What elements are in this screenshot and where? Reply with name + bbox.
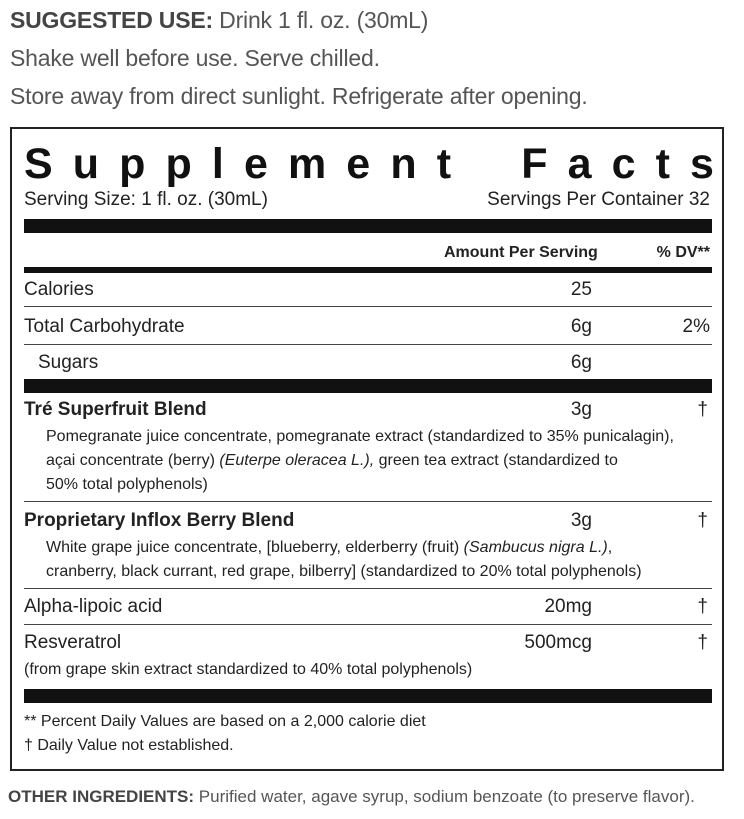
nutrient-name: Sugars <box>38 352 99 373</box>
suggested-use-text: Drink 1 fl. oz. (30mL) <box>219 7 429 33</box>
title-letter: u <box>72 140 100 188</box>
thick-divider <box>24 379 712 393</box>
blend-amount: 3g <box>570 510 592 531</box>
row-divider <box>24 306 712 307</box>
blend-name: Proprietary Inflox Berry Blend <box>24 510 295 531</box>
blend-description-part: , <box>607 539 613 556</box>
other-ingredients-text: Purified water, agave syrup, sodium benzoate (to preserve flavor). <box>198 787 695 806</box>
title-letter: a <box>567 140 592 188</box>
title-letter: t <box>436 140 452 188</box>
dagger-mark: † <box>697 596 708 617</box>
dagger-mark: † <box>697 399 708 420</box>
title-letter: n <box>390 140 417 188</box>
supplement-facts-title <box>24 141 714 187</box>
blend-description-part: White grape juice concentrate, [blueberry, elderberry (fruit) <box>46 539 464 556</box>
nutrient-amount: 6g <box>570 352 592 373</box>
nutrient-dv: 2% <box>682 316 710 337</box>
blend-name: Tré Superfruit Blend <box>24 399 207 420</box>
medium-divider <box>24 267 712 273</box>
title-letter: p <box>119 140 146 188</box>
row-divider <box>24 344 712 345</box>
blend-description <box>46 537 612 559</box>
nutrient-amount: 25 <box>570 279 592 300</box>
dagger-mark: † <box>697 632 708 653</box>
botanical-name: (Euterpe oleracea L.), <box>219 452 375 469</box>
nutrient-name: Alpha-lipoic acid <box>24 596 163 617</box>
dagger-footnote: † Daily Value not established. <box>24 737 234 754</box>
title-letter: m <box>287 140 327 188</box>
serving-size: Serving Size: 1 fl. oz. (30mL) <box>24 189 268 210</box>
other-ingredients <box>8 787 695 807</box>
row-divider <box>24 501 712 502</box>
nutrient-name: Calories <box>24 279 94 300</box>
nutrient-name: Resveratrol <box>24 632 122 653</box>
other-ingredients-label: OTHER INGREDIENTS: <box>8 787 195 806</box>
title-letter: s <box>690 140 714 188</box>
nutrient-amount: 500mcg <box>524 632 592 653</box>
title-letter: e <box>243 140 268 188</box>
title-letter: e <box>346 140 371 188</box>
blend-amount: 3g <box>570 399 592 420</box>
dagger-mark: † <box>697 510 708 531</box>
thick-divider <box>24 219 712 233</box>
dv-footnote: ** Percent Daily Values are based on a 2,000 calorie diet <box>24 713 426 730</box>
dv-header: % DV** <box>656 244 710 261</box>
amount-per-serving-header: Amount Per Serving <box>444 244 598 261</box>
blend-description-part: green tea extract (standardized to <box>374 452 618 469</box>
row-divider <box>24 588 712 589</box>
botanical-name: (Sambucus nigra L.) <box>463 539 608 556</box>
shake-instruction: Shake well before use. Serve chilled. <box>10 45 380 71</box>
blend-description-part: açai concentrate (berry) <box>46 452 220 469</box>
title-letter: S <box>24 140 53 188</box>
supplement-facts-panel <box>10 127 724 771</box>
blend-description: 50% total polyphenols) <box>46 476 208 493</box>
title-letter: F <box>521 140 548 188</box>
blend-description: Pomegranate juice concentrate, pomegranate extract (standardized to 35% punicalagin), <box>46 428 674 445</box>
title-letter: c <box>611 140 636 188</box>
blend-description <box>46 450 618 472</box>
servings-per-container: Servings Per Container 32 <box>487 189 710 210</box>
suggested-use-label: SUGGESTED USE: <box>10 7 213 33</box>
row-divider <box>24 624 712 625</box>
suggested-use-line <box>10 6 428 34</box>
nutrient-amount: 6g <box>570 316 592 337</box>
title-letter: p <box>165 140 192 188</box>
nutrient-description: (from grape skin extract standardized to 40% total polyphenols) <box>24 661 473 678</box>
title-letter: t <box>655 140 670 188</box>
title-letter: l <box>211 140 224 188</box>
nutrient-amount: 20mg <box>544 596 592 617</box>
blend-description: cranberry, black currant, red grape, bilberry] (standardized to 20% total polyphenols) <box>46 563 642 580</box>
storage-instruction: Store away from direct sunlight. Refrigerate after opening. <box>10 83 588 109</box>
thick-divider <box>24 689 712 703</box>
nutrient-name: Total Carbohydrate <box>24 316 185 337</box>
